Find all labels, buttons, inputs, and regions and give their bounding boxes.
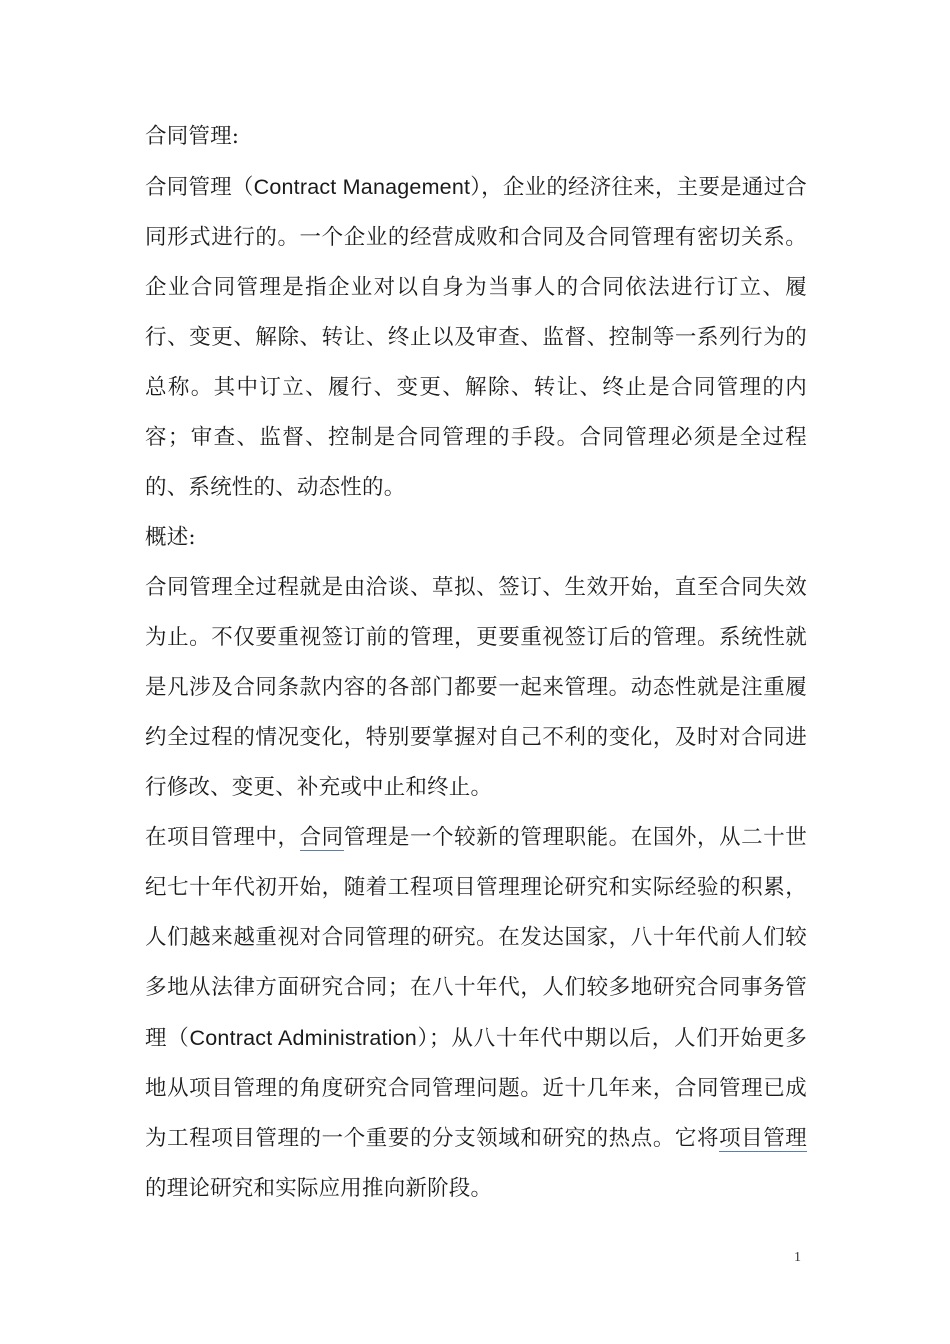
paragraph-text: ），企业的经济往来，主要是通过合同形式进行的。一个企业的经营成败和合同及合同管理有密切关系。企业合同管理是指企业对以自身为当事人的合同依法进行订立、履行、变更、解除、转让、终止以及审查、监督、控制等一系列行为的总称。其中订立、履行、变更、解除、转让、终止是合同管理的内容；审查、监督、控制是合同管理的手段。合同管理必须是全过程的、系统性的、动态性的。	[145, 175, 807, 500]
paragraph-history	[145, 813, 807, 1214]
section-heading-contract-management: 合同管理:	[145, 124, 240, 149]
section-heading-overview: 概述:	[145, 525, 196, 550]
page-number: 1	[794, 1250, 801, 1265]
english-term: Contract Administration	[189, 1026, 417, 1050]
link-contract[interactable]: 合同	[299, 825, 344, 850]
paragraph-text: 合同管理（	[145, 175, 254, 200]
document-body	[145, 112, 807, 1214]
paragraph-text: ）；从八十年代中期以后，人们开始更多地从项目管理的角度研究合同管理问题。近十几年来，合同管理已成为工程项目管理的一个重要的分支领域和研究的热点。它将	[145, 1026, 807, 1151]
paragraph-text: 管理是一个较新的管理职能。在国外，从二十世纪七十年代初开始，随着工程项目管理理论研究和实际经验的积累，人们越来越重视对合同管理的研究。在发达国家，八十年代前人们较多地从法律方面研究合同；在八十年代，人们较多地研究合同事务管理（	[145, 825, 808, 1051]
paragraph-overview: 合同管理全过程就是由洽谈、草拟、签订、生效开始，直至合同失效为止。不仅要重视签订前的管理，更要重视签订后的管理。系统性就是凡涉及合同条款内容的各部门都要一起来管理。动态性就是注重履约全过程的情况变化，特别要掌握对自己不利的变化，及时对合同进行修改、变更、补充或中止和终止。	[145, 575, 807, 800]
english-term: Contract Management	[253, 175, 471, 199]
link-project-management[interactable]: 项目管理	[719, 1126, 807, 1151]
paragraph-text: 的理论研究和实际应用推向新阶段。	[145, 1176, 493, 1201]
paragraph-definition	[145, 162, 807, 513]
paragraph-text: 在项目管理中，	[145, 825, 300, 850]
